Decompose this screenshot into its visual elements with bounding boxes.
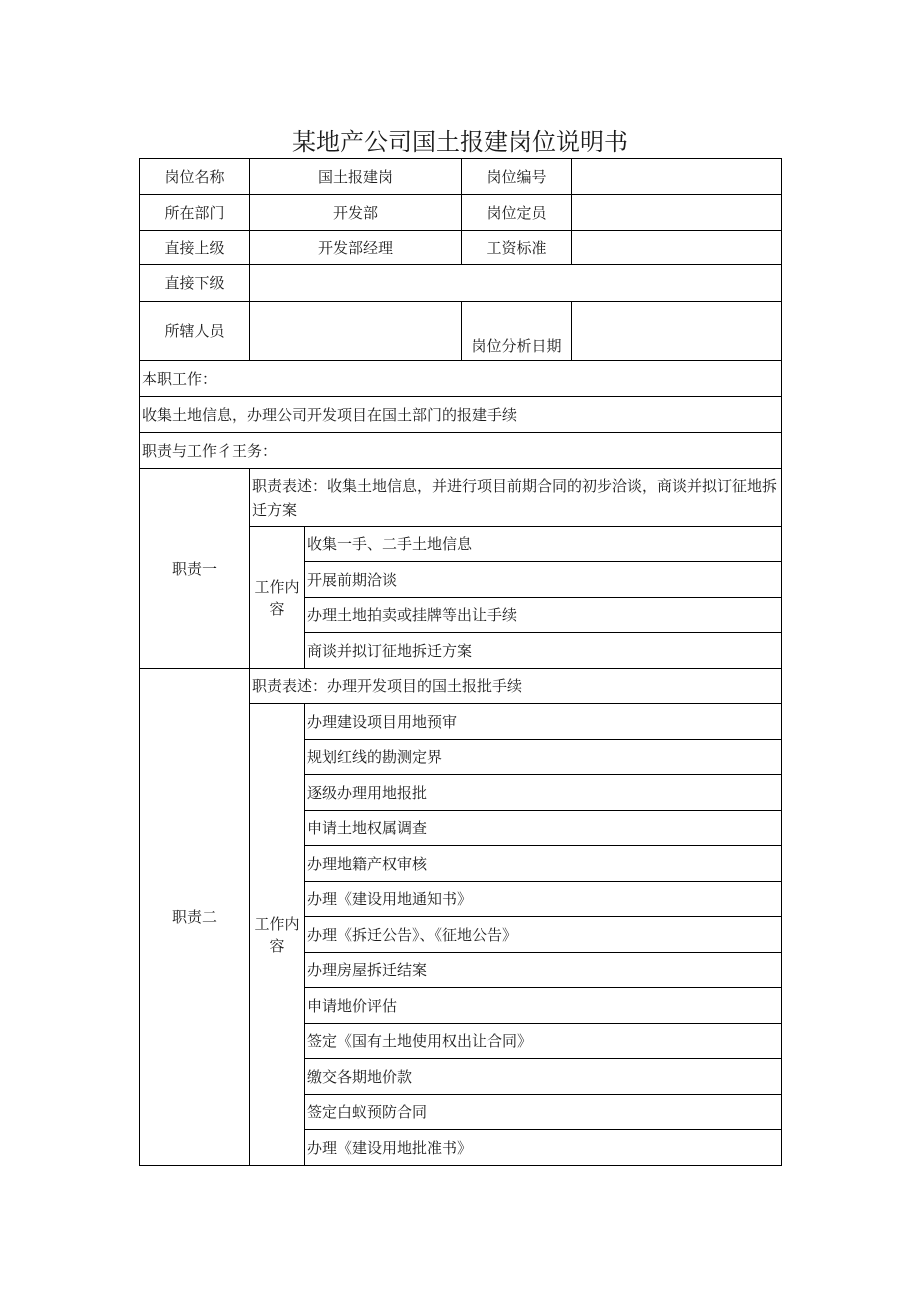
row-main-work-label [140, 361, 782, 397]
department-label: 所在部门 [140, 195, 250, 231]
row-subordinate [140, 265, 782, 302]
duty-2-task: 办理房屋拆迁结案 [305, 953, 782, 988]
duty-1-name: 职责一 [140, 469, 250, 669]
job-code-label: 岗位编号 [462, 159, 572, 195]
headcount-value [572, 195, 782, 231]
department-value: 开发部 [250, 195, 462, 231]
main-work-text: 收集土地信息，办理公司开发项目在国土部门的报建手续 [140, 397, 782, 433]
duty-1-task: 收集一手、二手土地信息 [305, 527, 782, 562]
duty-1-content-label: 工作内容 [250, 527, 305, 669]
job-description-table [139, 158, 782, 1166]
duty-1-description: 职责表述：收集土地信息，并进行项目前期合同的初步洽谈，商谈并拟订征地拆迁方案 [250, 469, 782, 527]
analysis-date-label: 岗位分析日期 [462, 302, 572, 361]
duty-2-task: 办理《建设用地批准书》 [305, 1130, 782, 1166]
duty-1-task: 商谈并拟订征地拆迁方案 [305, 633, 782, 669]
analysis-date-value [572, 302, 782, 361]
duty-2-task: 缴交各期地价款 [305, 1059, 782, 1095]
row-duties-heading [140, 433, 782, 469]
duty-2-task: 规划红线的勘测定界 [305, 740, 782, 775]
duty-2-task: 办理《建设用地通知书》 [305, 882, 782, 917]
staff-label: 所辖人员 [140, 302, 250, 361]
job-name-value: 国土报建岗 [250, 159, 462, 195]
duty-2-description-row [140, 669, 782, 704]
duty-1-description-row [140, 469, 782, 527]
duty-1-task: 办理土地拍卖或挂牌等出让手续 [305, 598, 782, 633]
duty-2-task: 申请地价评估 [305, 988, 782, 1024]
document-title: 某地产公司国土报建岗位说明书 [292, 128, 628, 156]
row-job-name [140, 159, 782, 195]
job-code-value [572, 159, 782, 195]
main-work-label: 本职工作： [140, 361, 782, 397]
salary-value [572, 231, 782, 265]
job-name-label: 岗位名称 [140, 159, 250, 195]
superior-value: 开发部经理 [250, 231, 462, 265]
row-department [140, 195, 782, 231]
headcount-label: 岗位定员 [462, 195, 572, 231]
duty-1-task: 开展前期洽谈 [305, 562, 782, 598]
duty-2-task: 办理《拆迁公告》、《征地公告》 [305, 917, 782, 953]
row-staff [140, 302, 782, 361]
duty-2-task: 申请土地权属调查 [305, 811, 782, 846]
row-superior [140, 231, 782, 265]
duty-2-task: 签定《国有土地使用权出让合同》 [305, 1024, 782, 1059]
staff-value [250, 302, 462, 361]
row-main-work-text [140, 397, 782, 433]
duty-2-task: 办理建设项目用地预审 [305, 704, 782, 740]
duty-2-task: 办理地籍产权审核 [305, 846, 782, 882]
duty-2-content-label: 工作内容 [250, 704, 305, 1166]
duty-2-name: 职责二 [140, 669, 250, 1166]
duty-2-task: 签定白蚁预防合同 [305, 1095, 782, 1130]
salary-label: 工资标准 [462, 231, 572, 265]
subordinate-label: 直接下级 [140, 265, 250, 302]
duty-2-description: 职责表述：办理开发项目的国土报批手续 [250, 669, 782, 704]
duties-heading: 职责与工作彳王务： [140, 433, 782, 469]
duty-2-task: 逐级办理用地报批 [305, 775, 782, 811]
subordinate-value [250, 265, 782, 302]
superior-label: 直接上级 [140, 231, 250, 265]
